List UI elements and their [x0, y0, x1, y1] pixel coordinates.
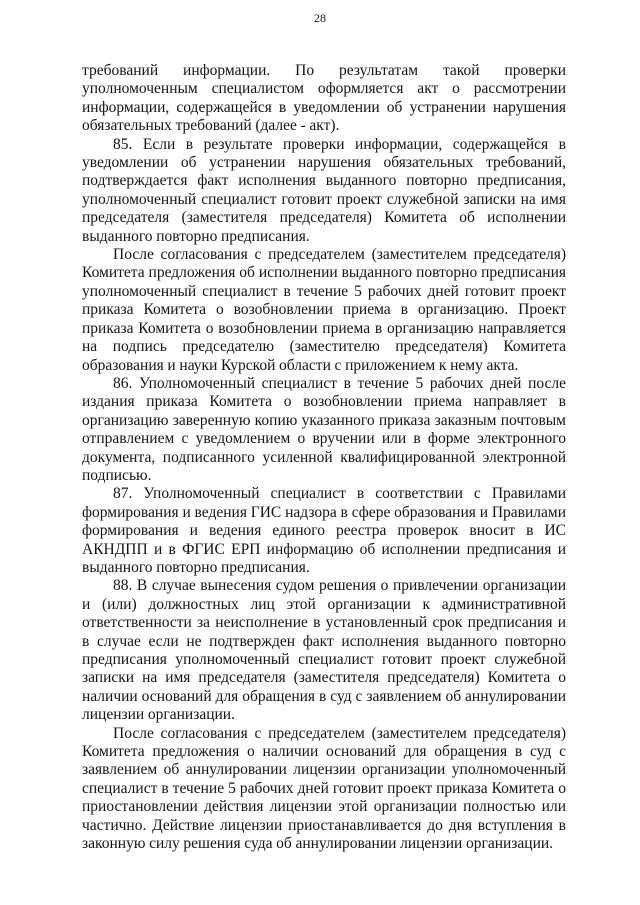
paragraph-88-approval: После согласования с председателем (заместителем председателя) Комитета предложения о наличии оснований для обращения в суд с заявлением об аннулировании лицензии организации уполномоченный специалист в течение 5 рабочих дней готовит проект приказа Комитета о приостановлении действия лицензии этой организации полностью или частично. Действие лицензии приостанавливается до дня вступления в законную силу решения суда об аннулировании лицензии организации.	[82, 724, 566, 853]
paragraph-88: 88. В случае вынесения судом решения о привлечении организации и (или) должностных лиц этой организации к административной ответственности за неисполнение в установленный срок предписания и в случае если не подтвержден факт исполнения выданного повторно предписания уполномоченный специалист готовит проект служебной записки на имя председателя (заместителя председателя) Комитета о наличии оснований для обращения в суд с заявлением об аннулировании лицензии организации.	[82, 577, 566, 724]
paragraph-continuation: требований информации. По результатам такой проверки уполномоченным специалистом оформляется акт о рассмотрении информации, содержащейся в уведомлении об устранении нарушения обязательных требований (далее - акт).	[82, 62, 566, 135]
document-body	[82, 62, 566, 853]
paragraph-85-approval: После согласования с председателем (заместителем председателя) Комитета предложения об исполнении выданного повторно предписания уполномоченный специалист в течение 5 рабочих дней готовит проект приказа Комитета о возобновлении приема в организацию. Проект приказа Комитета о возобновлении приема в организацию направляется на подпись председателю (заместителю председателя) Комитета образования и науки Курской области с приложением к нему акта.	[82, 246, 566, 374]
paragraph-85: 85. Если в результате проверки информации, содержащейся в уведомлении об устранении нарушения обязательных требований, подтверждается факт исполнения выданного повторно предписания, уполномоченный специалист готовит проект служебной записки на имя председателя (заместителя председателя) Комитета об исполнении выданного повторно предписания.	[82, 135, 566, 245]
page-number: 28	[314, 11, 326, 25]
paragraph-87: 87. Уполномоченный специалист в соответствии с Правилами формирования и ведения ГИС надзора в сфере образования и Правилами формирования и ведения единого реестра проверок вносит в ИС АКНДПП и в ФГИС ЕРП информацию об исполнении предписания и выданного повторно предписания.	[82, 485, 566, 576]
paragraph-86: 86. Уполномоченный специалист в течение 5 рабочих дней после издания приказа Комитета о возобновлении приема направляет в организацию заверенную копию указанного приказа заказным почтовым отправлением с уведомлением о вручении или в форме электронного документа, подписанного усиленной квалифицированной электронной подписью.	[82, 374, 566, 484]
